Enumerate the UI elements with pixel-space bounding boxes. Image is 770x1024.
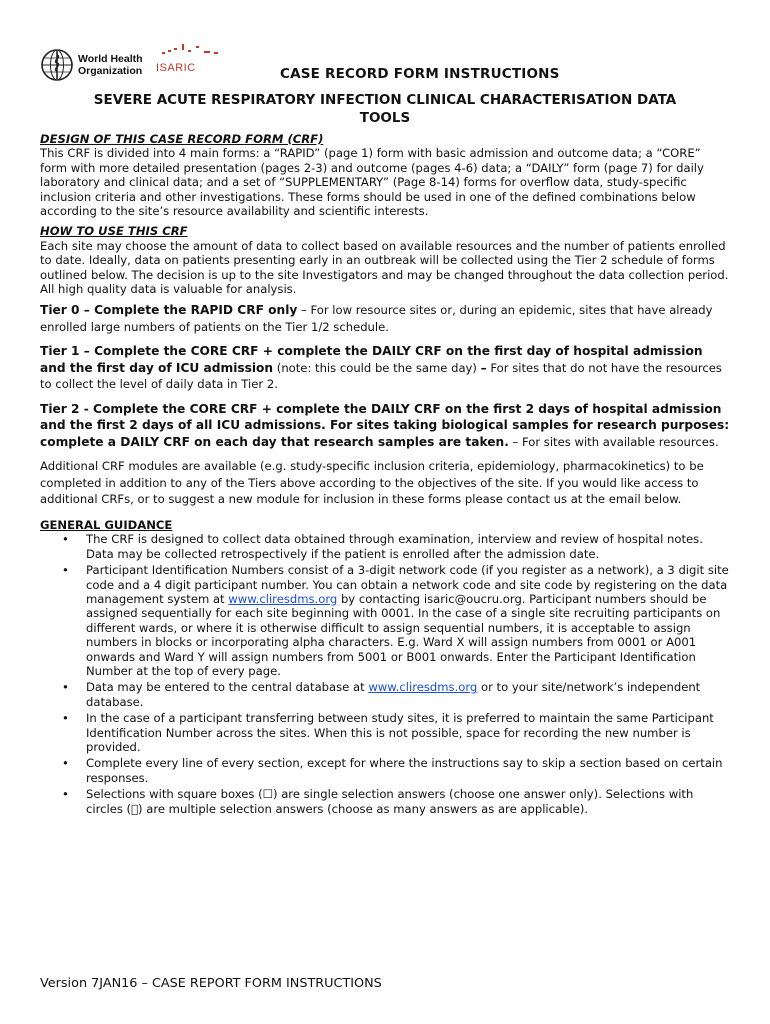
bullet-icon: •	[62, 563, 69, 578]
cliresdms-link[interactable]: www.cliresdms.org	[228, 592, 338, 606]
design-heading: DESIGN OF THIS CASE RECORD FORM (CRF)	[40, 132, 324, 146]
list-item	[40, 756, 730, 785]
isaric-logo-text: ISARIC	[156, 62, 196, 74]
tier1-dash: –	[480, 360, 487, 375]
who-logo-line1: World Health	[78, 53, 143, 65]
page-title: CASE RECORD FORM INSTRUCTIONS	[280, 66, 560, 82]
who-logo-line2: Organization	[78, 65, 143, 77]
design-body: This CRF is divided into 4 main forms: a “RAPID” (page 1) form with basic admission and outcome data; a “CORE” form with more detailed presentation (pages 2-3) and outcome (pages 4-6) data; a “DAILY” form (page 7) for daily laboratory and clinical data; and a set of “SUPPLEMENTARY” (Page 8-14) forms for overflow data, study-specific inclusion criteria and other investigations. These forms should be used in one of the defined combinations below according to the site’s resource availability and scientific interests.	[40, 146, 704, 219]
bullet-icon: •	[62, 756, 69, 771]
page-subtitle	[40, 91, 730, 127]
who-emblem-icon	[40, 48, 74, 82]
tier1-description: For sites that do not have the resources to collect the level of daily data in Tier 2.	[40, 360, 722, 392]
main-content	[40, 132, 730, 818]
bullet-icon: •	[62, 787, 69, 802]
guidance-item-text: Selections with square boxes (☐) are single selection answers (choose one answer only). Selections with circles (⃝) are multiple selection answers (choose as many answers as are applicable).	[86, 787, 694, 816]
guidance-item-text: by contacting isaric@oucru.org. Participant numbers should be assigned sequentially for each site beginning with 0001. In the case of a single site recruiting participants on different wards, or where it is otherwise difficult to assign sequential numbers, it is acceptable to assign numbers in blocks or incorporating alpha characters. E.g. Ward X will assign numbers from 0001 or A001 onwards and Ward Y will assign numbers from 5001 or B001 onwards. Enter the Participant Identification Number at the top of every page.	[86, 592, 721, 679]
who-logo	[40, 48, 143, 82]
bullet-icon: •	[62, 532, 69, 547]
guidance-list	[40, 532, 730, 816]
who-logo-text	[78, 53, 143, 77]
howto-body: Each site may choose the amount of data to collect based on available resources and the number of patients enrolled to date. Ideally, data on patients presenting early in an outbreak will be collected using the Tier 2 schedule of forms outlined below. The decision is up to the site Investigators and may be changed throughout the data collection period. All high quality data is valuable for analysis.	[40, 238, 729, 297]
list-item	[40, 711, 730, 754]
list-item	[40, 680, 730, 709]
tier2-description: – For sites with available resources.	[508, 434, 719, 449]
bullet-icon: •	[62, 680, 69, 695]
guidance-item-text: In the case of a participant transferring between study sites, it is preferred to maintain the same Participant Identification Number across the sites. When this is not possible, space for recording the new number is provided.	[86, 711, 714, 755]
list-item	[40, 563, 730, 678]
tier0-description: – For low resource sites or, during an epidemic, sites that have already enrolled large numbers of patients on the Tier 1/2 schedule.	[40, 303, 713, 334]
tier1-title: Tier 1 – Complete the CORE CRF + complete the DAILY CRF on the first day of hospital admission and the first day of ICU admission	[40, 344, 703, 375]
list-item	[40, 532, 730, 561]
subtitle-line-1: SEVERE ACUTE RESPIRATORY INFECTION CLINICAL CHARACTERISATION DATA	[93, 92, 677, 108]
bullet-icon: •	[62, 711, 69, 726]
tier2-paragraph	[40, 401, 730, 451]
guidance-item-text: The CRF is designed to collect data obtained through examination, interview and review of hospital notes. Data may be collected retrospectively if the patient is enrolled after the admission date.	[86, 532, 703, 561]
isaric-emblem-icon	[156, 42, 226, 62]
guidance-item-text: Participant Identification Numbers consist of a 3-digit network code (if you register as a network), a 3 digit site code and a 4 digit participant number. You can obtain a network code and site code by registering on the data management system at	[86, 563, 729, 606]
cliresdms-link[interactable]: www.cliresdms.org	[368, 680, 478, 695]
page-footer: Version 7JAN16 – CASE REPORT FORM INSTRUCTIONS	[40, 976, 382, 991]
tier0-paragraph	[40, 302, 730, 335]
isaric-logo	[156, 42, 226, 78]
guidance-item-text: Data may be entered to the central database at	[86, 680, 369, 695]
general-guidance-heading: GENERAL GUIDANCE	[40, 517, 173, 532]
subtitle-line-2: TOOLS	[359, 110, 411, 126]
guidance-item-text: or to your site/network’s independent database.	[86, 680, 701, 709]
tier0-title: Tier 0 – Complete the RAPID CRF only	[40, 303, 298, 318]
tier1-note: (note: this could be the same day)	[273, 360, 481, 375]
guidance-item-text: Complete every line of every section, except for where the instructions say to skip a section based on certain responses.	[86, 756, 723, 785]
tier1-paragraph	[40, 343, 730, 393]
tier2-title: Tier 2 - Complete the CORE CRF + complete the DAILY CRF on the first 2 days of hospital admission and the first 2 days of all ICU admissions. For sites taking biological samples for research purposes: complete a DAILY CRF on each day that research samples are taken.	[40, 401, 730, 449]
additional-modules-paragraph: Additional CRF modules are available (e.g. study-specific inclusion criteria, epidemiology, pharmacokinetics) to be completed in addition to any of the Tiers above according to the objectives of the site. If you would like access to additional CRFs, or to suggest a new module for inclusion in these forms please contact us at the email below.	[40, 459, 704, 507]
list-item	[40, 787, 730, 816]
howto-heading: HOW TO USE THIS CRF	[40, 224, 188, 239]
